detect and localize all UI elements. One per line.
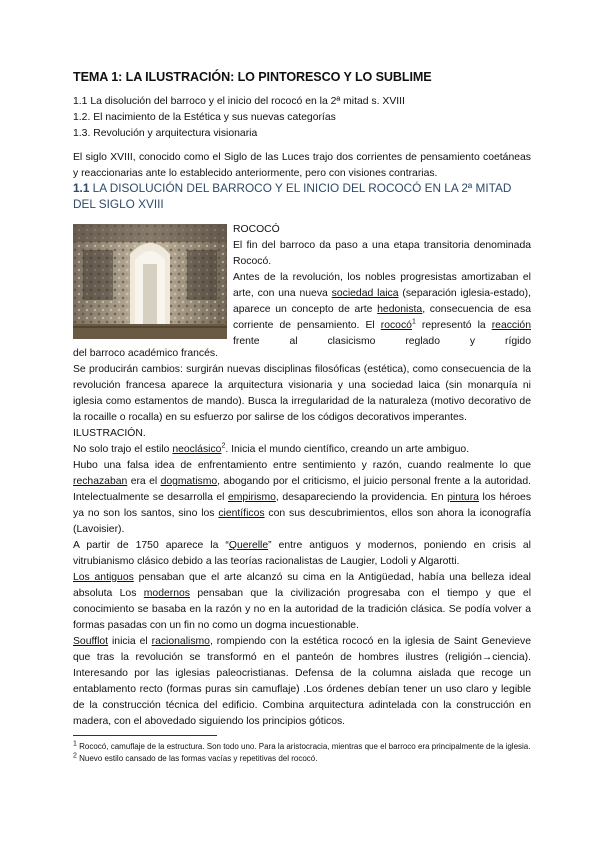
intro-paragraph: El siglo XVIII, conocido como el Siglo de las Luces trajo dos corrientes de pensamiento coetáneas y reaccionarias ante lo establecido anteriormente, pero con visiones contrarias.: [73, 152, 531, 179]
ilustracion-heading: ILUSTRACIÓN.: [73, 428, 146, 439]
toc-item: 1.2. El nacimiento de la Estética y sus nuevas categorías: [73, 112, 336, 123]
rococo-column: [233, 222, 531, 350]
term-rechazaban: rechazaban: [73, 476, 128, 487]
term-empirismo: empirismo: [228, 492, 276, 503]
footnote-ref: 1: [411, 318, 416, 326]
term-modernos: modernos: [143, 588, 190, 599]
rococo-interior-illustration: [73, 224, 227, 339]
term-neoclasico: neoclásico: [172, 444, 222, 455]
section-heading-text: LA DISOLUCIÓN DEL BARROCO Y EL INICIO DEL ROCOCÓ EN LA 2ª MITAD DEL SIGLO XVIII: [73, 181, 512, 211]
footnote: $^1$ Rococó, camuflaje de la estructura. Son todo uno. Para la aristocracia, mientras que el barroco era principalmente de la iglesia.: [73, 740, 531, 751]
section-heading: [73, 180, 531, 212]
term-querelle: Querelle: [228, 540, 269, 551]
rococo-paragraph-continued: del barroco académico francés.: [73, 348, 218, 359]
ilustracion-paragraph: A partir de 1750 aparece la “Querelle” entre antiguos y modernos, poniendo en crisis al vitrubianismo clásico debido a las teorías racionalistas de Laugier, Lodoli y Algarotti.: [73, 540, 531, 567]
section-number: 1.1: [73, 181, 90, 195]
footnote-separator: [73, 735, 217, 736]
term-cientificos: científicos: [218, 508, 265, 519]
main-body: [73, 346, 531, 730]
rococo-paragraph: El fin del barroco da paso a una etapa transitoria denominada Rococó.: [233, 240, 531, 267]
footnote-ref: 2: [221, 442, 226, 450]
term-antiguos: Los antiguos: [73, 572, 134, 583]
term-sociedad-laica: sociedad laica: [331, 288, 399, 299]
term-soufflot: Soufflot: [73, 636, 109, 647]
rococo-heading: ROCOCÓ: [233, 224, 280, 235]
term-reaccion: reacción: [491, 320, 531, 331]
page-title: TEMA 1: LA ILUSTRACIÓN: LO PINTORESCO Y LO SUBLIME: [73, 70, 432, 84]
ilustracion-paragraph: No solo trajo el estilo neoclásico$^2$. Inicia el mundo científico, creando un arte ambiguo.: [73, 442, 470, 455]
ilustracion-paragraph: Hubo una falsa idea de enfrentamiento entre sentimiento y razón, cuando realmente lo que rechazaban era el dogmatismo, abogando por el criticismo, el juicio personal frente a la autoridad. Intelectualmente se desarrolla el empirismo, desapareciendo la providencia. En pintura los héroes ya no son los santos, sino los científicos con sus descubrimientos, ellos son ahora la iconografía (Lavoisier).: [73, 460, 532, 535]
toc-item: 1.3. Revolución y arquitectura visionaria: [73, 128, 258, 139]
rococo-paragraph: Antes de la revolución, los nobles progresistas amortizaban el arte, con una nueva sociedad laica (separación iglesia-estado), aparece un concepto de arte hedonista, consecuencia de esa corriente de pensamiento. El rococó$^1$ representó la reacción frente al clasicismo reglado y rígido: [233, 272, 532, 347]
ilustracion-paragraph: Soufflot inicia el racionalismo, rompiendo con la estética rococó en la iglesia de Saint Genevieve que tras la revolución se transformó en el panteón de hombres ilustres (religión→ciencia). Interesando por las iglesias paleocristianas. Defensa de la columna aislada que recoge un entablamento recto (formas puras sin camuflaje) .Los órdenes debían tener un uso claro y legible de la construcción técnica del edificio. Combina arquitectura adintelada con la construcción en madera, con el abovedado siguiendo los principios góticos.: [73, 636, 532, 727]
toc-item: 1.1 La disolución del barroco y el inicio del rococó en la 2ª mitad s. XVIII: [73, 96, 405, 107]
term-racionalismo: racionalismo: [151, 636, 210, 647]
rococo-paragraph: Se producirán cambios: surgirán nuevas disciplinas filosóficas (estética), como consecuencia de la revolución francesa aparece la arquitectura visionaria y una sociedad laica (sin monarquía ni iglesia como estamentos de mando). Busca la irregularidad de la naturaleza (motivo decorativo de la rocaille o rocalla) en su esfuerzo por salirse de los códigos decorativos imperantes.: [73, 364, 531, 423]
term-hedonista: hedonista: [377, 304, 423, 315]
term-pintura: pintura: [447, 492, 479, 503]
ilustracion-paragraph: Los antiguos pensaban que el arte alcanzó su cima en la Antigüedad, había una belleza ideal absoluta Los modernos pensaban que la civilización progresaba con el tiempo y que el conocimiento se basaba en la razón y no en la autoridad de la tradición clásica. Se podía volver a formas pasadas con un fin no como un dogma incuestionable.: [73, 572, 532, 631]
term-rococo: rococó: [380, 320, 412, 331]
term-dogmatismo: dogmatismo: [160, 476, 218, 487]
rococo-interior-photo: [73, 224, 227, 339]
footnote: $^2$ Nuevo estilo cansado de las formas vacías y repetitivas del rococó.: [73, 751, 318, 763]
footnotes: [73, 741, 531, 764]
table-of-contents: [73, 94, 533, 142]
